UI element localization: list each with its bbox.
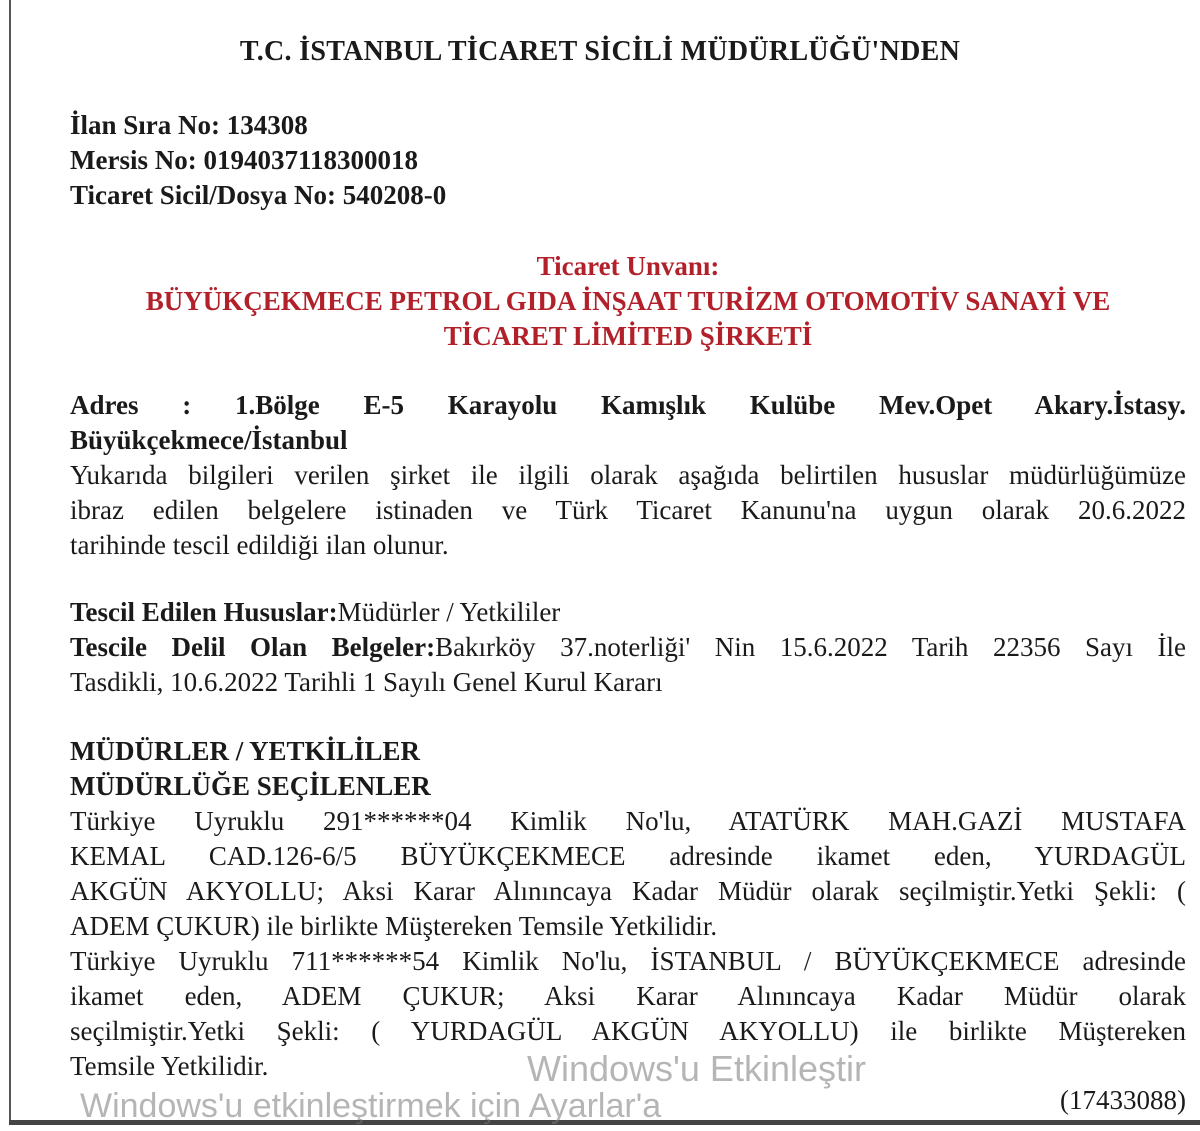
address-line: Büyükçekmece/İstanbul [70,425,348,455]
managers-section [70,734,1186,1084]
address-line: Adres : 1.Bölge E-5 Karayolu Kamışlık Kulübe Mev.Opet Akary.İstasy. [70,390,1186,420]
person-line: ikamet eden, ADEM ÇUKUR; Aksi Karar Alınıncaya Kadar Müdür olarak [70,981,1186,1011]
registration-block [70,595,1186,700]
evidence-line [70,630,1186,665]
person-line: Türkiye Uyruklu 711******54 Kimlik No'lu, İSTANBUL / BÜYÜKÇEKMECE adresinde [70,946,1186,976]
section-heading: MÜDÜRLER / YETKİLİLER [70,736,421,766]
evidence-value: Bakırköy 37.noterliği' Nin 15.6.2022 Tarih 22356 Sayı İle [435,632,1187,662]
trade-name-line: BÜYÜKÇEKMECE PETROL GIDA İNŞAAT TURİZM OTOMOTİV SANAYİ VE [145,286,1111,316]
person-line: KEMAL CAD.126-6/5 BÜYÜKÇEKMECE adresinde ikamet eden, YURDAGÜL [70,841,1186,871]
document-title: T.C. İSTANBUL TİCARET SİCİLİ MÜDÜRLÜĞÜ'NDEN [239,36,961,67]
reference-number: (17433088) [1060,1085,1186,1115]
id-block [70,108,1186,213]
trade-name-line: TİCARET LİMİTED ŞİRKETİ [443,321,813,351]
announcement-number: İlan Sıra No: 134308 [70,110,308,140]
evidence-label: Tescile Delil Olan Belgeler: [70,632,436,662]
address-block [70,388,1186,563]
page-border-left [9,0,11,1124]
mersis-number: Mersis No: 0194037118300018 [70,145,418,175]
person-line: Türkiye Uyruklu 291******04 Kimlik No'lu, ATATÜRK MAH.GAZİ MUSTAFA [70,806,1186,836]
activation-watermark-title: Windows'u Etkinleştir [527,1048,866,1089]
intro-line: tarihinde tescil edildiği ilan olunur. [70,530,449,560]
person-line: seçilmiştir.Yetki Şekli: ( YURDAGÜL AKGÜN AKYOLLU) ile birlikte Müştereken [70,1016,1186,1046]
activation-watermark-text: Windows'u etkinleştirmek için Ayarlar'a [80,1087,662,1125]
trade-name-label: Ticaret Unvanı: [536,251,720,281]
intro-line: ibraz edilen belgelere istinaden ve Türk Ticaret Kanunu'na uygun olarak 20.6.2022 [70,495,1186,525]
registered-value: Müdürler / Yetkililer [337,597,561,627]
registered-matters [70,595,560,630]
section-subheading: MÜDÜRLÜĞE SEÇİLENLER [70,771,431,801]
registry-number: Ticaret Sicil/Dosya No: 540208-0 [70,180,447,210]
trade-name-block [70,249,1186,354]
person-line: Temsile Yetkilidir. [70,1051,269,1081]
person-line: ADEM ÇUKUR) ile birlikte Müştereken Temsile Yetkilidir. [70,911,718,941]
intro-line: Yukarıda bilgileri verilen şirket ile ilgili olarak aşağıda belirtilen hususlar müdürlüğümüze [70,460,1186,490]
person-line: AKGÜN AKYOLLU; Aksi Karar Alınıncaya Kadar Müdür olarak seçilmiştir.Yetki Şekli: ( [70,876,1186,906]
evidence-line: Tasdikli, 10.6.2022 Tarihli 1 Sayılı Genel Kurul Kararı [70,667,663,697]
registered-label: Tescil Edilen Hususlar: [70,597,338,627]
